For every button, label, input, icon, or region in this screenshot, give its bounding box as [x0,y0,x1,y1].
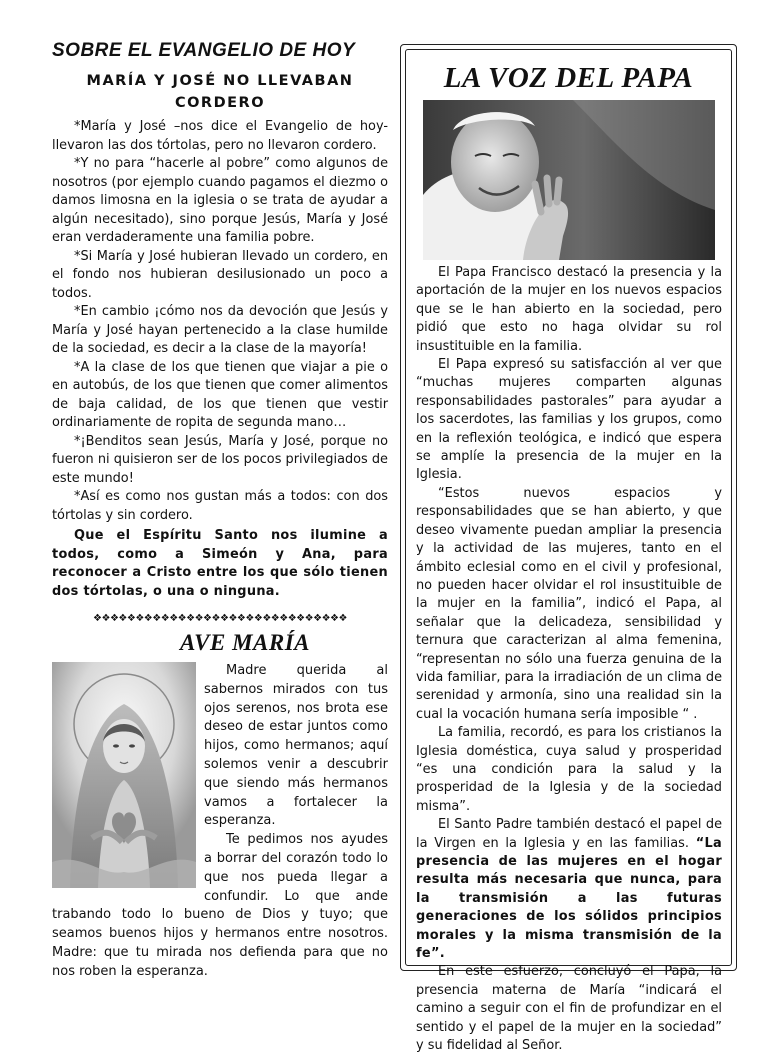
virgin-mary-image [52,662,196,888]
papa-bold-quote: “La presencia de las mujeres en el hogar resulta más necesaria que nunca, para la transmisión a las futuras generaciones de los sólidos principios morales y la misma transmisión de la fe”. [416,835,722,962]
voz-del-papa-box [400,44,737,1054]
papa-paragraph: El Papa expresó su satisfacción al ver que “muchas mujeres comparten algunas responsabilidades pastorales” para ayudar a los sacerdotes, las familias y los grupos, como en la reflexión teológica, e indicó que espera se amplíe la presencia de la mujer en la Iglesia. [416,357,722,483]
papa-paragraph [416,816,722,963]
evangelio-paragraph: *Y no para “hacerle al pobre” como algunos de nosotros (por ejemplo cuando pagamos el diezmo o damos limosna en la iglesia o se trata de ayudar a algún necesitado), sino porque Jesús, María y José eran verdaderamente una familia pobre. [52,156,388,245]
evangelio-paragraph: *A la clase de los que tienen que viajar a pie o en autobús, de los que tienen que comer alimentos de baja calidad, de los que tienen que vestir ordinariamente de ropita de segunda mano… [52,359,388,430]
evangelio-heading: SOBRE EL EVANGELIO DE HOY [52,40,356,61]
voz-del-papa-heading: LA VOZ DEL PAPA [443,62,694,94]
papa-paragraph: El Papa Francisco destacó la presencia y la aportación de la mujer en los nuevos espacios que se le han abierto en la sociedad, pero pidió que esto no haga olvidar su rol insustituible en la familia. [416,265,722,354]
left-column [52,40,388,982]
evangelio-paragraph: *María y José –nos dice el Evangelio de hoy- llevaron las dos tórtolas, pero no llevaron cordero. [52,119,388,153]
ave-maria-paragraph: Madre querida al sabernos mirados con tus ojos serenos, nos brota ese deseo de estar juntos como hijos, como hermanos; aquí solemos venir a descubrir que siendo más hermanos vamos a fortalecer la esperanza. [204,663,388,829]
voz-del-papa-body [406,260,731,1055]
evangelio-subtitle: MARÍA Y JOSÉ NO LLEVABAN CORDERO [86,73,354,111]
voz-del-papa-inner-frame [405,49,732,1054]
evangelio-body [52,118,388,601]
evangelio-closing: Que el Espíritu Santo nos ilumine a todos, como a Simeón y Ana, para reconocer a Cristo entre los que sólo tienen dos tórtolas, o una o ninguna. [52,528,388,599]
evangelio-paragraph: *Así es como nos gustan más a todos: con dos tórtolas y sin cordero. [52,489,388,523]
ave-maria-paragraph: Te pedimos nos ayudes a borrar del corazón todo lo que nos pueda llegar a confundir. Lo que ande trabando todo lo bueno de Dios y tuyo; que seamos buenos hijos y hermanos entre nosotros. Madre: que tu mirada nos defienda para que no nos roben la esperanza. [52,832,388,979]
pope-francis-photo [423,100,715,260]
ave-maria-heading: AVE MARÍA [180,630,310,655]
evangelio-paragraph: *En cambio ¡cómo nos da devoción que Jesús y María y José hayan pertenecido a la clase humilde de la sociedad, es decir a la clase de la mayoría! [52,304,388,356]
evangelio-paragraph: *Si María y José hubieran llevado un cordero, en el fondo nos hubieran desilusionado un poco a todos. [52,248,388,301]
diamond-separator: ❖❖❖❖❖❖❖❖❖❖❖❖❖❖❖❖❖❖❖❖❖❖❖❖❖❖❖❖❖❖ [93,613,347,624]
evangelio-paragraph: *¡Benditos sean Jesús, María y José, porque no fueron ni quisieron ser de los pocos privilegiados de este mundo! [52,433,388,486]
papa-paragraph: La familia, recordó, es para los cristianos la Iglesia doméstica, cuya salud y prosperidad “es una condición para la salud y la prosperidad de la Iglesia y de la sociedad misma”. [416,725,722,814]
papa-paragraph: En este esfuerzo, concluyó el Papa, la presencia materna de María “indicará el camino a seguir con el fin de profundizar en el sentido y el papel de la mujer en la sociedad” y su fidelidad al Señor. [416,964,722,1054]
ave-maria-section [52,662,388,982]
papa-paragraph: “Estos nuevos espacios y responsabilidades que se han abierto, y que deseo vivamente puedan ampliar la presencia y la actividad de las mujeres, tanto en el ámbito eclesial como en el civil y profesional, no pueden hacer olvidar el rol insustituible de la mujer en la familia”, indicó el Papa, al señalar que la delicadeza, sensibilidad y ternura que caracterizan al alma femenina, “representan no sólo una fuerza genuina de la vida familiar, para la irradiación de un clima de serenidad y armonía, sino una realidad sin la cual la vocación humana sería imposible “ . [416,485,722,722]
papa-paragraph-intro: El Santo Padre también destacó el papel de la Virgen en la Iglesia y en las familias. [416,817,722,851]
